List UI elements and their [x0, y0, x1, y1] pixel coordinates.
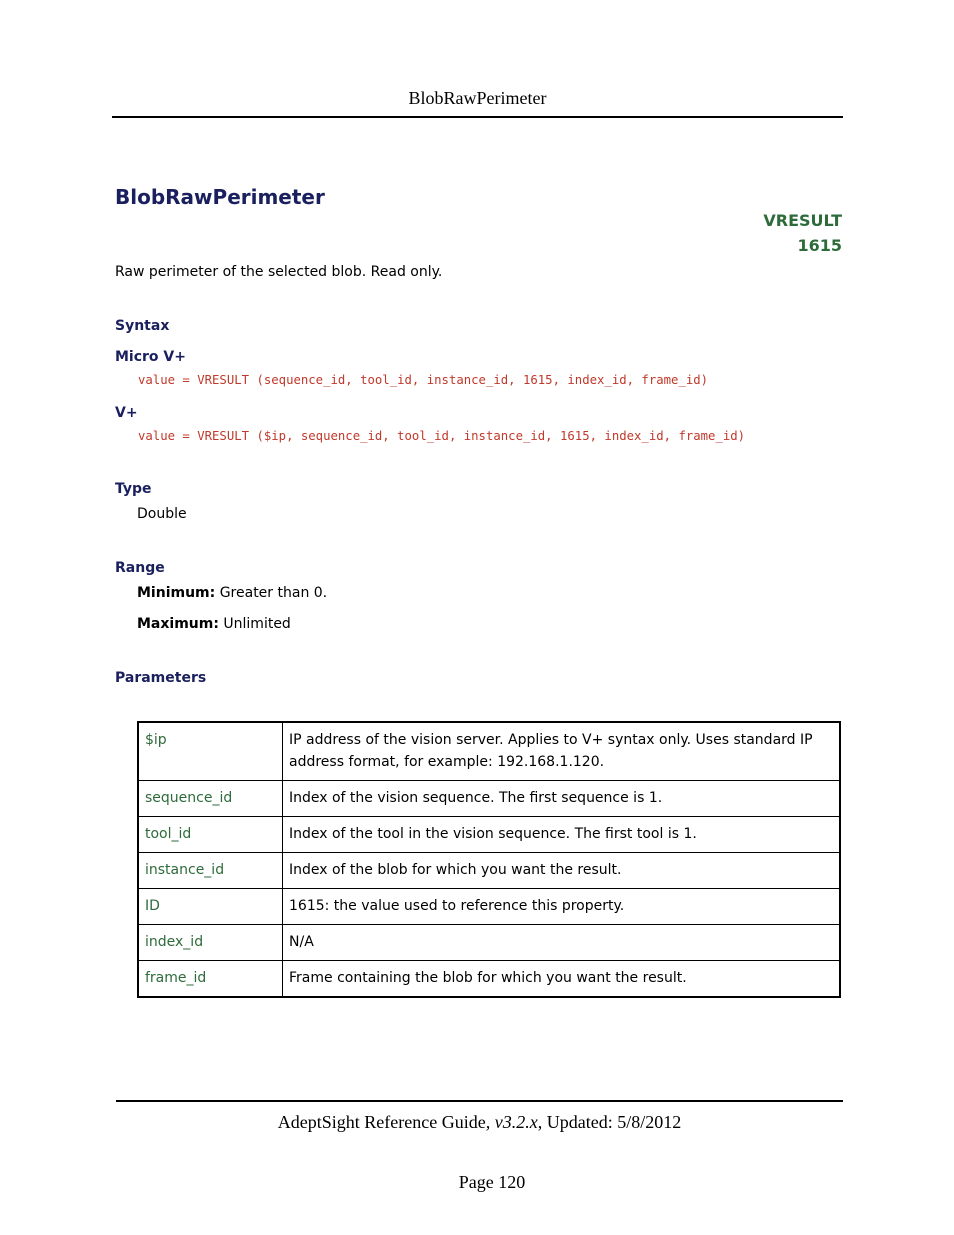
table-row — [138, 925, 840, 961]
table-row — [138, 961, 840, 998]
table-row — [138, 889, 840, 925]
param-description: IP address of the vision server. Applies to V+ syntax only. Uses standard IP address format, for example: 192.168.1.120. — [283, 722, 841, 781]
minimum-label: Minimum: — [137, 585, 216, 601]
vresult-badge — [763, 208, 842, 258]
param-description: 1615: the value used to reference this property. — [283, 889, 841, 925]
maximum-value: Unlimited — [223, 616, 291, 632]
param-description: Index of the vision sequence. The first sequence is 1. — [283, 781, 841, 817]
guide-version: , v3.2.x — [485, 1112, 538, 1132]
param-description: Index of the blob for which you want the result. — [283, 853, 841, 889]
parameters-heading: Parameters — [115, 670, 207, 686]
micro-vplus-heading: Micro V+ — [115, 349, 186, 365]
param-name: ID — [138, 889, 283, 925]
table-row — [138, 781, 840, 817]
minimum-value: Greater than 0. — [219, 585, 328, 601]
param-name: index_id — [138, 925, 283, 961]
param-description: N/A — [283, 925, 841, 961]
range-minimum — [137, 585, 327, 601]
guide-updated: , Updated: 5/8/2012 — [537, 1112, 682, 1132]
param-description: Frame containing the blob for which you want the result. — [283, 961, 841, 998]
param-name: sequence_id — [138, 781, 283, 817]
type-heading: Type — [115, 481, 152, 497]
footer-guide-line — [116, 1112, 843, 1133]
header-divider — [112, 116, 843, 118]
description: Raw perimeter of the selected blob. Read only. — [115, 264, 443, 280]
vplus-heading: V+ — [115, 405, 138, 421]
page-title: BlobRawPerimeter — [115, 185, 325, 209]
type-value: Double — [137, 506, 187, 522]
page-number: Page 120 — [458, 1172, 526, 1192]
parameters-table — [137, 721, 841, 998]
param-name: $ip — [138, 722, 283, 781]
vresult-code: 1615 — [797, 236, 842, 255]
table-row — [138, 817, 840, 853]
footer-divider — [116, 1100, 843, 1102]
running-header: BlobRawPerimeter — [408, 88, 547, 108]
param-name: instance_id — [138, 853, 283, 889]
param-description: Index of the tool in the vision sequence. The first tool is 1. — [283, 817, 841, 853]
maximum-label: Maximum: — [137, 616, 219, 632]
vplus-code: value = VRESULT ($ip, sequence_id, tool_id, instance_id, 1615, index_id, frame_id) — [138, 429, 746, 443]
param-name: frame_id — [138, 961, 283, 998]
syntax-heading: Syntax — [115, 318, 170, 334]
param-name: tool_id — [138, 817, 283, 853]
table-row — [138, 853, 840, 889]
micro-vplus-code: value = VRESULT (sequence_id, tool_id, instance_id, 1615, index_id, frame_id) — [138, 373, 709, 387]
table-row — [138, 722, 840, 781]
range-heading: Range — [115, 560, 165, 576]
vresult-label: VRESULT — [763, 211, 842, 230]
range-maximum — [137, 616, 291, 632]
guide-title: AdeptSight Reference Guide — [277, 1112, 486, 1132]
